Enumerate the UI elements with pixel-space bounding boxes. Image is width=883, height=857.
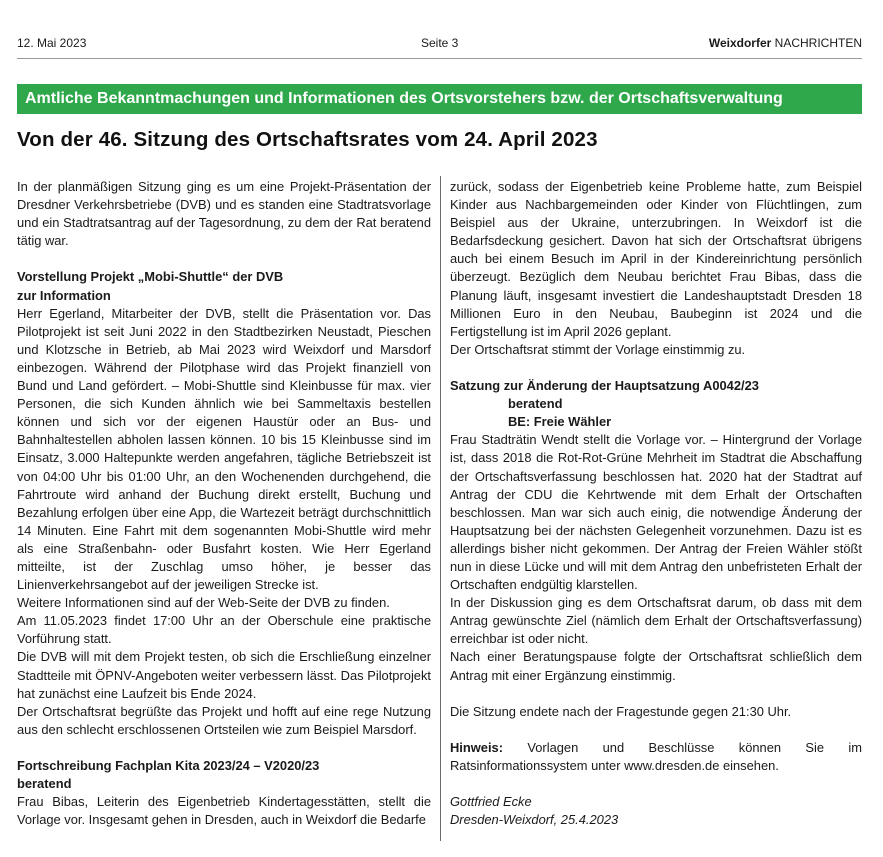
mobi-shuttle-pilot-paragraph: Die DVB will mit dem Projekt testen, ob sich die Erschließung einzelner Stadtteile mit ÖPNV-Angeboten weiter verbessern lässt. Das Pilotprojekt hat zunächst eine Laufzeit bis Ende 2024. [17, 649, 431, 701]
section-presenter-hauptsatzung: BE: Freie Wähler [508, 414, 612, 430]
publication-name-rest: NACHRICHTEN [774, 36, 862, 50]
article-headline: Von der 46. Sitzung des Ortschaftsrates vom 24. April 2023 [17, 128, 598, 151]
kita-paragraph-continued: zurück, sodass der Eigenbetrieb keine Probleme hatte, zum Beispiel Kinder aus Nachbargemeinden oder Kinder von Flüchtlingen, zum Beispiel aus der Ukraine, unterzubringen. In Weixdorf ist die Bedarfsdeckung gesichert. Davon hat sich der Ortschaftsrat übrigens auch bei einem Besuch im April in der Kindereinrichtung persönlich überzeugt. Bezüglich dem Neubau berichtet Frau Bibas, dass die Planung läuft, insgesamt investiert die Landeshauptstadt Dresden 18 Millionen Euro in den Neubau, Baubeginn ist 2024 und die Fertigstellung ist im April 2026 geplant. [450, 179, 862, 339]
mobi-shuttle-demo-date: Am 11.05.2023 findet 17:00 Uhr an der Oberschule eine praktische Vorführung statt. [17, 613, 431, 647]
section-title-kita: Fortschreibung Fachplan Kita 2023/24 – V2020/23 [17, 758, 320, 773]
hint-text: Vorlagen und Beschlüsse können Sie im Ratsinformationssystem unter www.dresden.de einsehen. [450, 739, 862, 773]
signature-name: Gottfried Ecke [450, 794, 532, 810]
section-title-hauptsatzung: Satzung zur Änderung der Hauptsatzung A0042/23 [450, 378, 759, 394]
section-subtitle-kita: beratend [17, 776, 72, 792]
publication-name-bold: Weixdorfer [708, 36, 772, 50]
hint-label: Hinweis: [450, 739, 504, 755]
section-subtitle-hauptsatzung: beratend [508, 396, 563, 412]
section-banner: Amtliche Bekanntmachungen und Informationen des Ortsvorstehers bzw. der Ortschaftsverwaltung [17, 84, 862, 114]
hauptsatzung-discussion: In der Diskussion ging es dem Ortschaftsrat darum, ob dass mit dem Antrag gewünschte Ziel (nämlich dem Erhalt der Ortschaftsverfassung) erreichbar ist oder nicht. [450, 595, 862, 647]
kita-paragraph-start: Frau Bibas, Leiterin des Eigenbetrieb Kindertagesstätten, stellt die Vorlage vor. Insgesamt gehen in Dresden, auch in Weixdorf die Bedarfe [17, 794, 431, 828]
mobi-shuttle-web-info: Weitere Informationen sind auf der Web-Seite der DVB zu finden. [17, 595, 390, 611]
hint-paragraph [450, 739, 862, 775]
hauptsatzung-paragraph: Frau Stadträtin Wendt stellt die Vorlage vor. – Hintergrund der Vorlage ist, dass 2018 die Rot-Rot-Grüne Mehrheit im Stadtrat die Abschaffung der Ortschaftsverfassung beschlossen hat. 2020 hat der Stadtrat auf Antrag der CDU die Kehrtwende mit dem Erhalt der Ortschaften beschlossen. Man war sich auch einig, die notwendige Änderung der Hauptsatzung bei der nächsten Gelegenheit vorzunehmen. Dazu ist es allerdings bisher nicht gekommen. Der Antrag der Freien Wähler stößt nun in diese Lücke und will mit dem Antrag den unbefristeten Erhalt der Ortschaften endgültig klarstellen. [450, 432, 862, 593]
issue-date: 12. Mai 2023 [17, 36, 87, 50]
column-divider [440, 176, 441, 841]
intro-paragraph: In der planmäßigen Sitzung ging es um eine Projekt-Präsentation der Dresdner Verkehrsbetriebe (DVB) und es standen eine Stadtratsvorlage und ein Stadtratsantrag auf der Tagesordnung, zu dem der Rat beratend tätig war. [17, 179, 431, 249]
signature-place-date: Dresden-Weixdorf, 25.4.2023 [450, 812, 619, 828]
kita-vote: Der Ortschaftsrat stimmt der Vorlage einstimmig zu. [450, 341, 746, 357]
closing-statement: Die Sitzung endete nach der Fragestunde gegen 21:30 Uhr. [450, 703, 792, 719]
page-number: Seite 3 [421, 36, 459, 50]
publication-name [709, 36, 862, 50]
section-subtitle-mobi-shuttle: zur Information [17, 287, 111, 303]
mobi-shuttle-paragraph: Herr Egerland, Mitarbeiter der DVB, stellt die Präsentation vor. Das Pilotprojekt ist seit Juni 2022 in den Stadtbezirken Neustadt, Pieschen und Klotzsche in Betrieb, ab Mai 2023 wird Weixdorf und Marsdorf einbezogen. Während der Pilotphase wird das Projekt finanziell von Bund und Land gefördert. – Mobi-Shuttle sind Kleinbusse für max. vier Personen, die sich Kunden ähnlich wie bei Sammeltaxis bestellen können und sich vor der eigenen Haustür oder an Bus- und Bahnhaltestellen abholen lassen können. 10 bis 15 Kleinbusse sind im Einsatz, 3.000 Haltepunkte werden angefahren, tägliche Betriebszeit ist von 04:00 Uhr bis 01:00 Uhr, an den Wochenenden durchgehend, die Fahrtroute wird anhand der Buchung direkt erstellt, Buchung und Bezahlung erfolgen über eine App, die Wartezeit beträgt durchschnittlich 14 Minuten. Eine Fahrt mit dem sogenannten Mobi-Shuttle wird mehr als eine Straßenbahn- oder Busfahrt kosten. Wie Herr Egerland mitteilte, ist der Zuschlag umso höher, je besser das Linienverkehrsangebot auf der jeweiligen Strecke ist. [17, 305, 431, 593]
article-column-left [17, 178, 431, 829]
hauptsatzung-result: Nach einer Beratungspause folgte der Ortschaftsrat schließlich dem Antrag mit einer Ergänzung einstimmig. [450, 649, 862, 683]
mobi-shuttle-council-paragraph: Der Ortschaftsrat begrüßte das Projekt und hofft auf eine rege Nutzung aus den schlecht erschlossenen Ortsteilen wie zum Beispiel Marsdorf. [17, 703, 431, 737]
section-title-mobi-shuttle: Vorstellung Projekt „Mobi-Shuttle“ der DVB [17, 269, 284, 285]
header-rule [17, 58, 862, 59]
article-column-right [450, 178, 862, 829]
page-header [17, 36, 862, 54]
